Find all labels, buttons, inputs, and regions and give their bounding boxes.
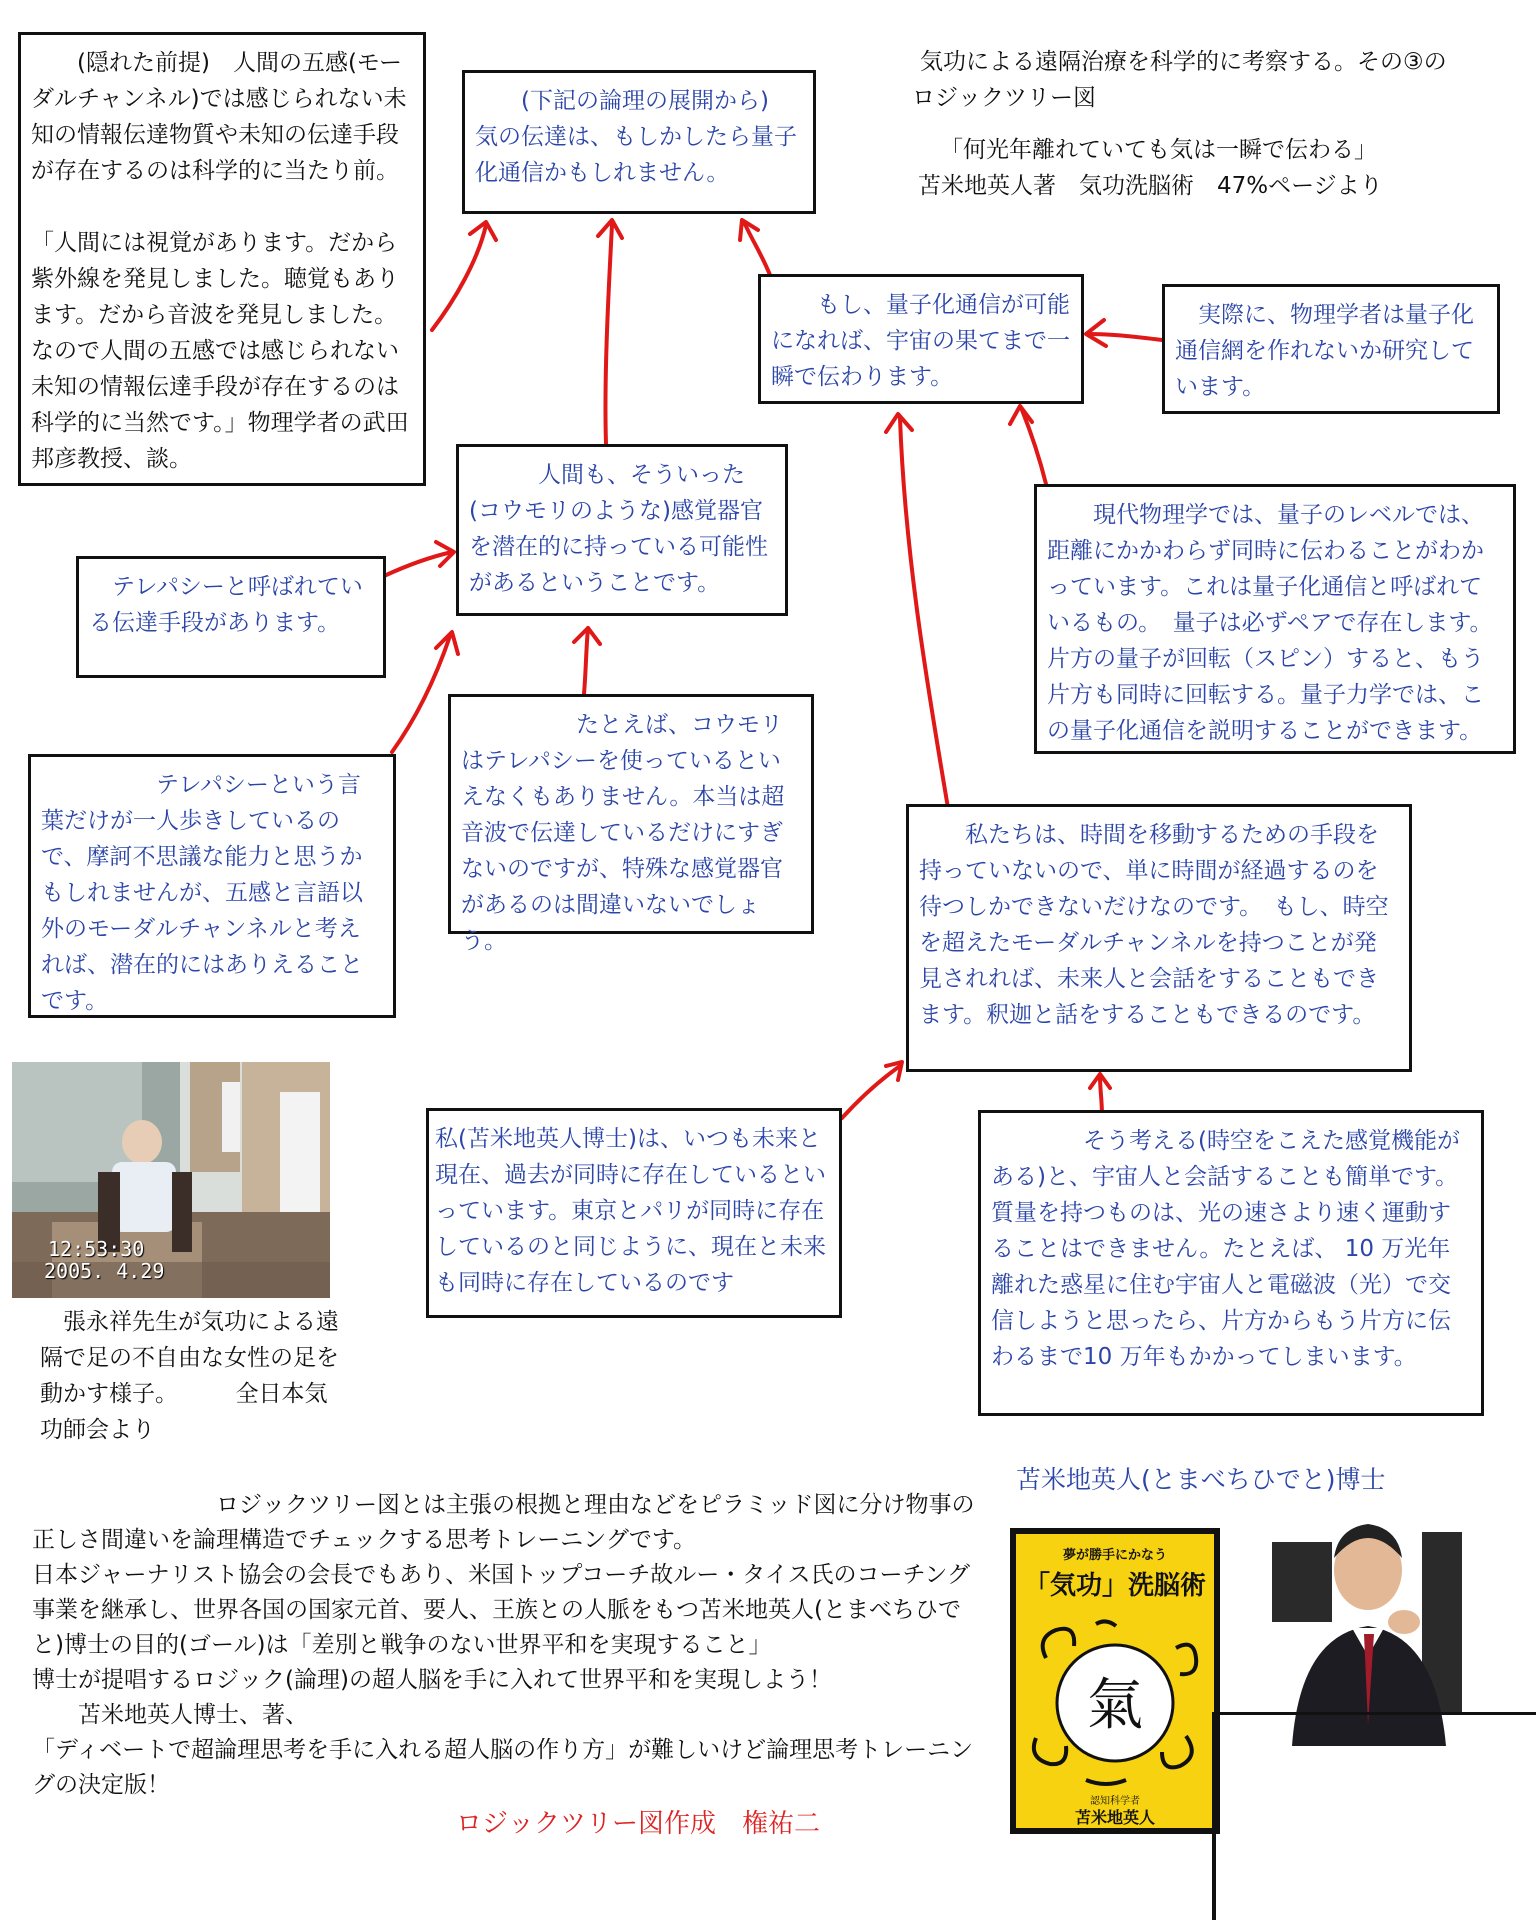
modern-physics-box: 現代物理学では、量子のレベルでは、距離にかかわらず同時に伝わることがわかっています。これは量子化通信と呼ばれているもの。 量子は必ずペアで存在します。片方の量子が回転（スピン）すると、もう片方も同時に回転する。量子力学では、この量子化通信を説明することができます。 xyxy=(1034,484,1516,754)
alien-talk-box: そう考える(時空をこえた感覚機能がある)と、宇宙人と会話することも簡単です。 質量を持つものは、光の速さより速く運動することはできません。たとえば、 10 万光年離れた惑星に住む宇宙人と電磁波（光）で交信しようと思ったら、片方からもう片方に伝わるまで10 万年もかかってしまいます。 xyxy=(978,1110,1484,1416)
time-travel-box: 私たちは、時間を移動するための手段を持っていないので、単に時間が経過するのを待つしかできないだけなのです。 もし、時空を超えたモーダルチャンネルを持つことが発見されれば、未来人と会話をすることもできます。釈迦と話をすることもできるのです。 xyxy=(906,804,1412,1072)
telepathy-word-box: テレパシーという言葉だけが一人歩きしているので、摩訶不思議な能力と思うかもしれませんが、五感と言語以外のモーダルチャンネルと考えれば、潜在的にはありえることです。 xyxy=(28,754,396,1018)
footer-text: ロジックツリー図とは主張の根拠と理由などをピラミッド図に分け物事の正しさ間違いを論理構造でチェックする思考トレーニングです。 日本ジャーナリスト協会の会長でもあり、米国トップコーチ故ルー・タイス氏のコーチング事業を継承し、世界各国の国家元首、要人、王族との人脈をもつ苫米地英人(とまべちひでと)博士の目的(ゴール)は「差別と戦争のない世界平和を実現すること」 博士が提唱するロジック(論理)の超人脳を手に入れて世界平和を実現しよう！ 苫米地英人博士、著、 「ディベートで超論理思考を手に入れる超人脳の作り方」が難しいけど論理思考トレーニングの決定版！ xyxy=(32,1492,975,1798)
qigong-photo xyxy=(12,1062,330,1298)
author-portrait-image xyxy=(1272,1502,1462,1746)
book-subtitle: 夢が勝手にかなう xyxy=(1062,1548,1167,1563)
arrowhead xyxy=(886,414,912,432)
author-name: 苫米地英人(とまべちひでと)博士 xyxy=(1016,1465,1386,1494)
divider-horizontal xyxy=(1218,1712,1536,1715)
source-citation: 苫米地英人著 気功洗脳術 47%ページより xyxy=(918,173,1383,199)
book-kanji: 氣 xyxy=(1087,1673,1143,1738)
arrowhead xyxy=(574,628,600,644)
arrow-human-to-conclusion xyxy=(605,225,612,444)
arrow-bat-to-human xyxy=(584,628,588,694)
arrowhead xyxy=(470,222,496,240)
arrow-word-to-human xyxy=(392,636,450,752)
arrowhead xyxy=(886,1062,902,1080)
book-author-name: 苫米地英人 xyxy=(1074,1808,1155,1827)
footer-credit: ロジックツリー図作成 権祐二 xyxy=(456,1809,821,1839)
title-line-1: 気功による遠隔治療を科学的に考察する。その③の xyxy=(920,49,1447,75)
arrowhead xyxy=(436,632,458,654)
arrowhead xyxy=(436,542,454,566)
arrowhead xyxy=(1010,406,1032,424)
human-sensory-box: 人間も、そういった(コウモリのような)感覚器官を潜在的に持っている可能性があるということです。 xyxy=(456,444,788,616)
source-quote: 「何光年離れていても気は一瞬で伝わる」 xyxy=(940,137,1377,163)
arrow-claim-to-time xyxy=(842,1066,900,1118)
photo-caption: 張永祥先生が気功による遠隔で足の不自由な女性の足を動かす様子。 全日本気功師会より xyxy=(40,1309,339,1443)
author-portrait xyxy=(1272,1502,1462,1746)
arrow-premise-to-conclusion xyxy=(432,225,486,330)
book-cover xyxy=(1010,1528,1220,1834)
arrow-telepathy-to-human xyxy=(384,552,452,576)
arrow-modern-to-quantum xyxy=(1022,410,1046,484)
divider-vertical xyxy=(1212,1712,1216,1920)
physicists-research-box: 実際に、物理学者は量子化通信網を作れないか研究しています。 xyxy=(1162,284,1500,414)
tomabechi-claim-box: 私(苫米地英人博士)は、いつも未来と現在、過去が同時に存在しているといっています。東京とパリが同時に存在しているのと同じように、現在と未来も同時に存在しているのです xyxy=(426,1108,842,1318)
premise-box: (隠れた前提) 人間の五感(モーダルチャンネル)では感じられない未知の情報伝達物質や未知の伝達手段が存在するのは科学的に当たり前。 「人間には視覚があります。だから紫外線を発見しました。聴覚もあります。だから音波を発見しました。なので人間の五感では感じられない未知の情報伝達手段が存在するのは科学的に当然です。」物理学者の武田邦彦教授、談。 xyxy=(18,32,426,486)
arrowhead xyxy=(740,220,758,240)
arrowhead xyxy=(1086,320,1106,346)
arrow-quantum-to-conclusion xyxy=(744,222,770,275)
arrow-time-to-quantum xyxy=(900,418,948,808)
telepathy-means-box: テレパシーと呼ばれている伝達手段があります。 xyxy=(76,556,386,678)
arrow-physicists-to-quantum xyxy=(1088,334,1162,340)
book-title: 「気功」洗脳術 xyxy=(1023,1571,1206,1601)
arrowhead xyxy=(598,220,622,238)
conclusion-box: (下記の論理の展開から) 気の伝達は、もしかしたら量子化通信かもしれません。 xyxy=(462,70,816,214)
book-author-role: 認知科学者 xyxy=(1090,1796,1140,1807)
bat-example-box: たとえば、コウモリはテレパシーを使っているといえなくもありません。本当は超音波で伝達しているだけにすぎないのですが、特殊な感覚器官があるのは間違いないでしょう。 xyxy=(448,694,814,934)
quantum-possible-box: もし、量子化通信が可能になれば、宇宙の果てまで一瞬で伝わります。 xyxy=(758,274,1084,404)
title-line-2: ロジックツリー図 xyxy=(912,85,1096,111)
arrowhead xyxy=(1090,1074,1110,1088)
photo-timestamp-date: 2005. 4.29 xyxy=(44,1259,165,1283)
photo-timestamp-time: 12:53:30 xyxy=(48,1237,145,1261)
